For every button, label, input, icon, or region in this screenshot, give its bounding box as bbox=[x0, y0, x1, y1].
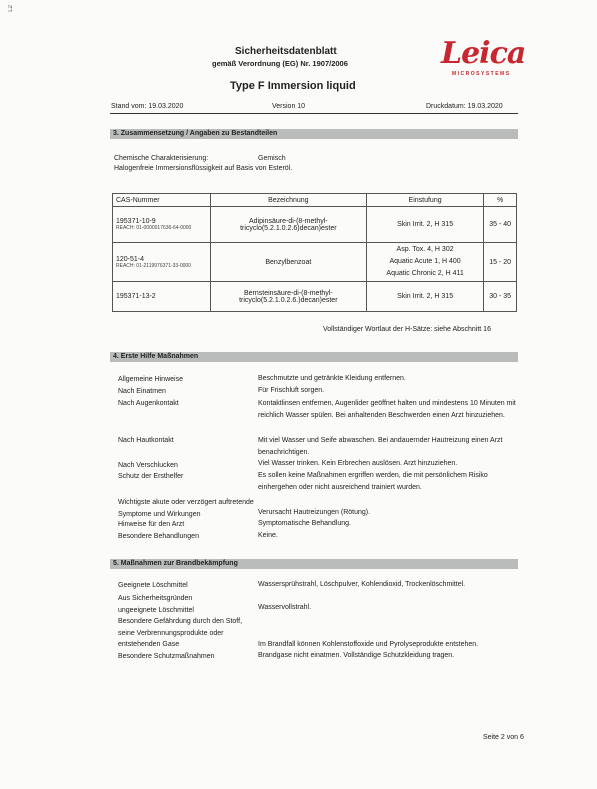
value-arzt: Symptomatische Behandlung. bbox=[258, 520, 351, 527]
corner-mark: L2 bbox=[8, 5, 14, 12]
classification: Aquatic Chronic 2, H 411 bbox=[386, 270, 464, 277]
value-einatmen: Für Frischluft sorgen. bbox=[258, 387, 325, 394]
label-gefaehrdung: Besondere Gefährdung durch den Stoff, seine Verbrennungsprodukte oder entstehenden Gase bbox=[118, 618, 243, 648]
value-augenkontakt: Kontaktlinsen entfernen, Augenlider geöffnet halten und mindestens 10 Minuten mit reichlich Wasser spülen. Bei anhaltenden Beschwerden einen Arzt hinzuziehen. bbox=[258, 400, 516, 419]
reach-number: REACH: 01-0000017636-64-0000 bbox=[116, 225, 192, 231]
reach-number: REACH: 01-2119976371-33-0000 bbox=[116, 262, 191, 269]
label-hautkontakt: Nach Hautkontakt bbox=[118, 437, 174, 444]
value-hautkontakt: Mit viel Wasser und Seife abwaschen. Bei andauernder Hautreizung einen Arzt benachrichtigen. bbox=[258, 437, 503, 456]
leica-logo: Leica bbox=[441, 36, 526, 71]
product-name: Type F Immersion liquid bbox=[230, 80, 356, 92]
cas-number: 120-51-4 bbox=[116, 255, 145, 263]
cas-number: 195371-13-2 bbox=[116, 293, 156, 300]
cas-number: 195371-10-9 bbox=[116, 218, 156, 225]
table-row bbox=[113, 282, 517, 312]
substance-name: Adipinsäure-di-(8-methyl-tricyclo(5.2.1.0.2.6)decan)ester bbox=[210, 207, 366, 243]
percentage: 30 - 35 bbox=[484, 282, 517, 312]
table-header-row bbox=[113, 194, 517, 207]
section3-header: 3. Zusammensetzung / Angaben zu Bestandteilen bbox=[110, 129, 518, 139]
value-gefaehrdung: Im Brandfall können Kohlenstoffoxide und Pyrolyseprodukte entstehen. bbox=[258, 641, 479, 648]
page-number: Seite 2 von 6 bbox=[483, 734, 524, 741]
label-symptome: Wichtigste akute oder verzögert auftretende Symptome und Wirkungen bbox=[118, 499, 254, 518]
value-ungeeignet: Wasservollstrahl. bbox=[258, 604, 312, 611]
percentage: 15 - 20 bbox=[484, 243, 517, 282]
label-arzt: Hinweise für den Arzt bbox=[118, 521, 185, 528]
classification: Skin Irrit. 2, H 315 bbox=[366, 207, 484, 243]
h-statement-note: Vollständiger Wortlaut der H-Sätze: siehe Abschnitt 16 bbox=[323, 326, 491, 333]
label-ersthelfer: Schutz der Ersthelfer bbox=[118, 473, 184, 480]
label-einatmen: Nach Einatmen bbox=[118, 388, 166, 395]
col-class: Einstufung bbox=[366, 194, 484, 207]
label-schutzmassnahmen: Besondere Schutzmaßnahmen bbox=[118, 653, 215, 660]
doc-title: Sicherheitsdatenblatt bbox=[235, 46, 337, 57]
value-verschlucken: Viel Wasser trinken. Kein Erbrechen auslösen. Arzt hinzuziehen. bbox=[258, 460, 458, 467]
value-behandlungen: Keine. bbox=[258, 532, 278, 539]
col-name: Bezeichnung bbox=[210, 194, 366, 207]
label-ungeeignet: Aus Sicherheitsgründen ungeeignete Löschmittel bbox=[118, 595, 194, 614]
stand-date: Stand vom: 19.03.2020 bbox=[111, 103, 184, 110]
value-allgemeine: Beschmutzte und getränkte Kleidung entfernen. bbox=[258, 375, 406, 382]
label-allgemeine: Allgemeine Hinweise bbox=[118, 376, 183, 383]
value-ersthelfer: Es sollen keine Maßnahmen ergriffen werden, die mit persönlichem Risiko einhergehen oder nicht ausreichend trainiert wurden. bbox=[258, 472, 488, 491]
header-divider bbox=[110, 113, 518, 114]
classification: Skin Irrit. 2, H 315 bbox=[366, 282, 484, 312]
col-cas: CAS-Nummer bbox=[113, 194, 211, 207]
label-behandlungen: Besondere Behandlungen bbox=[118, 533, 199, 540]
table-row bbox=[113, 243, 517, 282]
percentage: 35 - 40 bbox=[484, 207, 517, 243]
section4-header: 4. Erste Hilfe Maßnahmen bbox=[110, 352, 518, 362]
label-verschlucken: Nach Verschlucken bbox=[118, 462, 178, 469]
print-date: Druckdatum: 19.03.2020 bbox=[426, 103, 503, 110]
value-schutzmassnahmen: Brandgase nicht einatmen. Vollständige Schutzkleidung tragen. bbox=[258, 652, 455, 659]
col-pct: % bbox=[484, 194, 517, 207]
section5-header: 5. Maßnahmen zur Brandbekämpfung bbox=[110, 559, 518, 569]
logo-subtitle: MICROSYSTEMS bbox=[452, 71, 511, 77]
substance-name: Bernsteinsäure-di-(8-methyl-tricyclo(5.2.1.0.2.6.)decan)ester bbox=[210, 282, 366, 312]
char-value: Gemisch bbox=[258, 155, 286, 162]
table-row bbox=[113, 207, 517, 243]
composition-table bbox=[112, 193, 517, 312]
classification: Aquatic Acute 1, H 400 bbox=[389, 258, 461, 265]
label-augenkontakt: Nach Augenkontakt bbox=[118, 400, 179, 407]
version: Version 10 bbox=[272, 103, 306, 110]
substance-name: Benzylbenzoat bbox=[210, 243, 366, 282]
label-loeschmittel: Geeignete Löschmittel bbox=[118, 582, 188, 589]
value-symptome: Verursacht Hautreizungen (Rötung). bbox=[258, 509, 371, 516]
regulation-line: gemäß Verordnung (EG) Nr. 1907/2006 bbox=[212, 59, 348, 68]
classification: Asp. Tox. 4, H 302 bbox=[396, 246, 454, 253]
value-loeschmittel: Wassersprühstrahl, Löschpulver, Kohlendioxid, Trockenlöschmittel. bbox=[258, 581, 466, 588]
char-description: Halogenfreie Immersionsflüssigkeit auf Basis von Esteröl. bbox=[114, 165, 293, 172]
char-label: Chemische Charakterisierung: bbox=[114, 155, 209, 162]
